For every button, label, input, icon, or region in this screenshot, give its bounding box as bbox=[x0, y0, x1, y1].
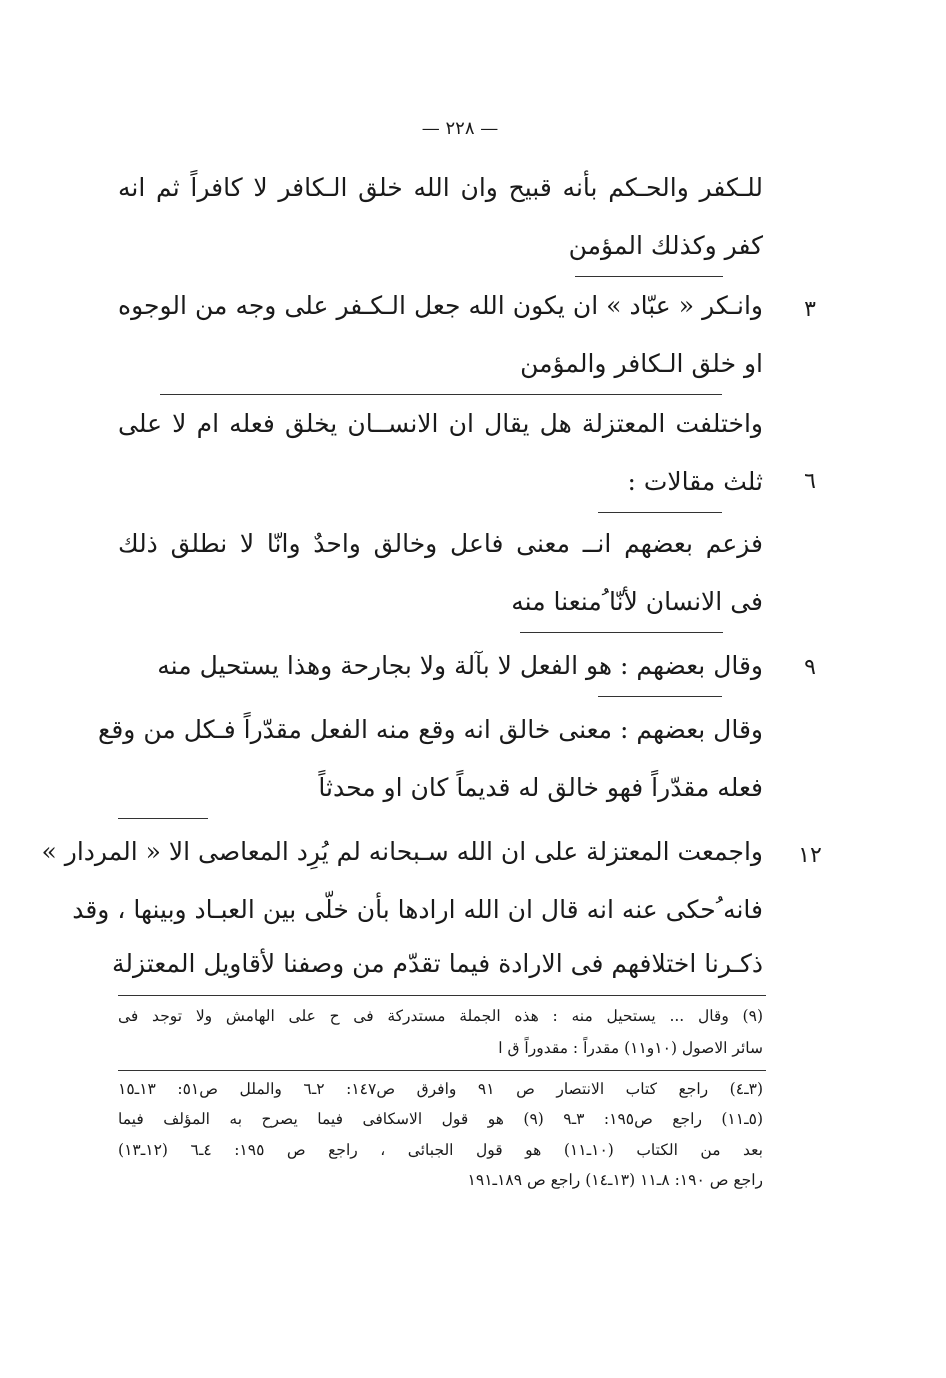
body-line: فعله مقدّراً فهو خالق له قديماً كان او محدثاً bbox=[318, 773, 763, 802]
footnote-line: بعد من الكتاب (١٠ـ١١) هو قول الجبائى ، راجع ص ١٩٥: ٤ـ٦ (١٢ـ١٣) bbox=[118, 1141, 763, 1159]
body-line: ثلث مقالات : bbox=[627, 467, 763, 496]
body-line: فزعم بعضهم انــ معنى فاعل وخالق واحدٌ وانّا لا نطلق ذلك bbox=[118, 529, 763, 558]
body-line: او خلق الـكافر والمؤمن bbox=[520, 349, 763, 378]
footnote-line: (٩) وقال ... يستحيل منه : هذه الجملة مستدركة فى ح على الهامش ولا توجد فى bbox=[118, 1007, 763, 1025]
line-number: ٦ bbox=[804, 469, 816, 494]
footnote-line: (٣ـ٤) راجع كتاب الانتصار ص ٩١ وافرق ص١٤٧: ٢ـ٦ والملل ص٥١: ١٣ـ١٥ bbox=[118, 1080, 763, 1098]
body-line: ذكـرنا اختلافهم فى الارادة فيما تقدّم من وصفنا لأقاويل المعتزلة bbox=[112, 949, 763, 978]
footnote-line: راجع ص ١٩٠: ٨ـ١١ (١٣ـ١٤) راجع ص ١٨٩ـ١٩١ bbox=[467, 1171, 763, 1189]
footnote-rule bbox=[118, 1070, 766, 1071]
body-line: وانـكر « عبّاد » ان يكون الله جعل الـكـفر على وجه من الوجوه bbox=[118, 291, 763, 320]
footnote-line: (٥ـ١١) راجع ص١٩٥: ٣ـ٩ (٩) هو قول الاسكافى فيما يصرح به المؤلف فيما bbox=[118, 1110, 764, 1128]
line-number: ١٢ bbox=[798, 843, 822, 868]
section-rule bbox=[598, 696, 722, 697]
section-rule bbox=[160, 394, 722, 395]
body-line: وقال بعضهم : هو الفعل لا بآلة ولا بجارحة وهذا يستحيل منه bbox=[157, 651, 763, 680]
body-line: للـكفر والحـكم بأنه قبيح وان الله خلق الـكافر لا كافراً ثم انه bbox=[118, 173, 763, 202]
section-rule bbox=[520, 632, 723, 633]
line-number: ٩ bbox=[804, 655, 816, 680]
footnote-rule bbox=[118, 995, 766, 996]
section-rule bbox=[118, 818, 208, 819]
section-rule bbox=[575, 276, 723, 277]
footnote-line: سائر الاصول (١٠و١١) مقدراً : مقدوراً ق ا bbox=[498, 1039, 763, 1057]
body-line: وقال بعضهم : معنى خالق انه وقع منه الفعل مقدّراً فـكل من وقع bbox=[98, 715, 763, 744]
page-number: — ٢٢٨ — bbox=[421, 118, 499, 139]
body-line: واجمعت المعتزلة على ان الله سـبحانه لم يُرِد المعاصى الا « المردار » bbox=[41, 837, 763, 866]
body-line: فانه ُحكى عنه انه قال ان الله ارادها بأن خلّى بين العبـاد وبينها ، وقد bbox=[72, 895, 763, 924]
line-number: ٣ bbox=[804, 297, 816, 322]
section-rule bbox=[598, 512, 722, 513]
body-line: كفر وكذلك المؤمن bbox=[568, 231, 763, 260]
body-line: واختلفت المعتزلة هل يقال ان الانســان يخلق فعله ام لا على bbox=[118, 409, 763, 438]
body-line: فى الانسان لأنّا ُمنعنا منه bbox=[511, 587, 763, 616]
